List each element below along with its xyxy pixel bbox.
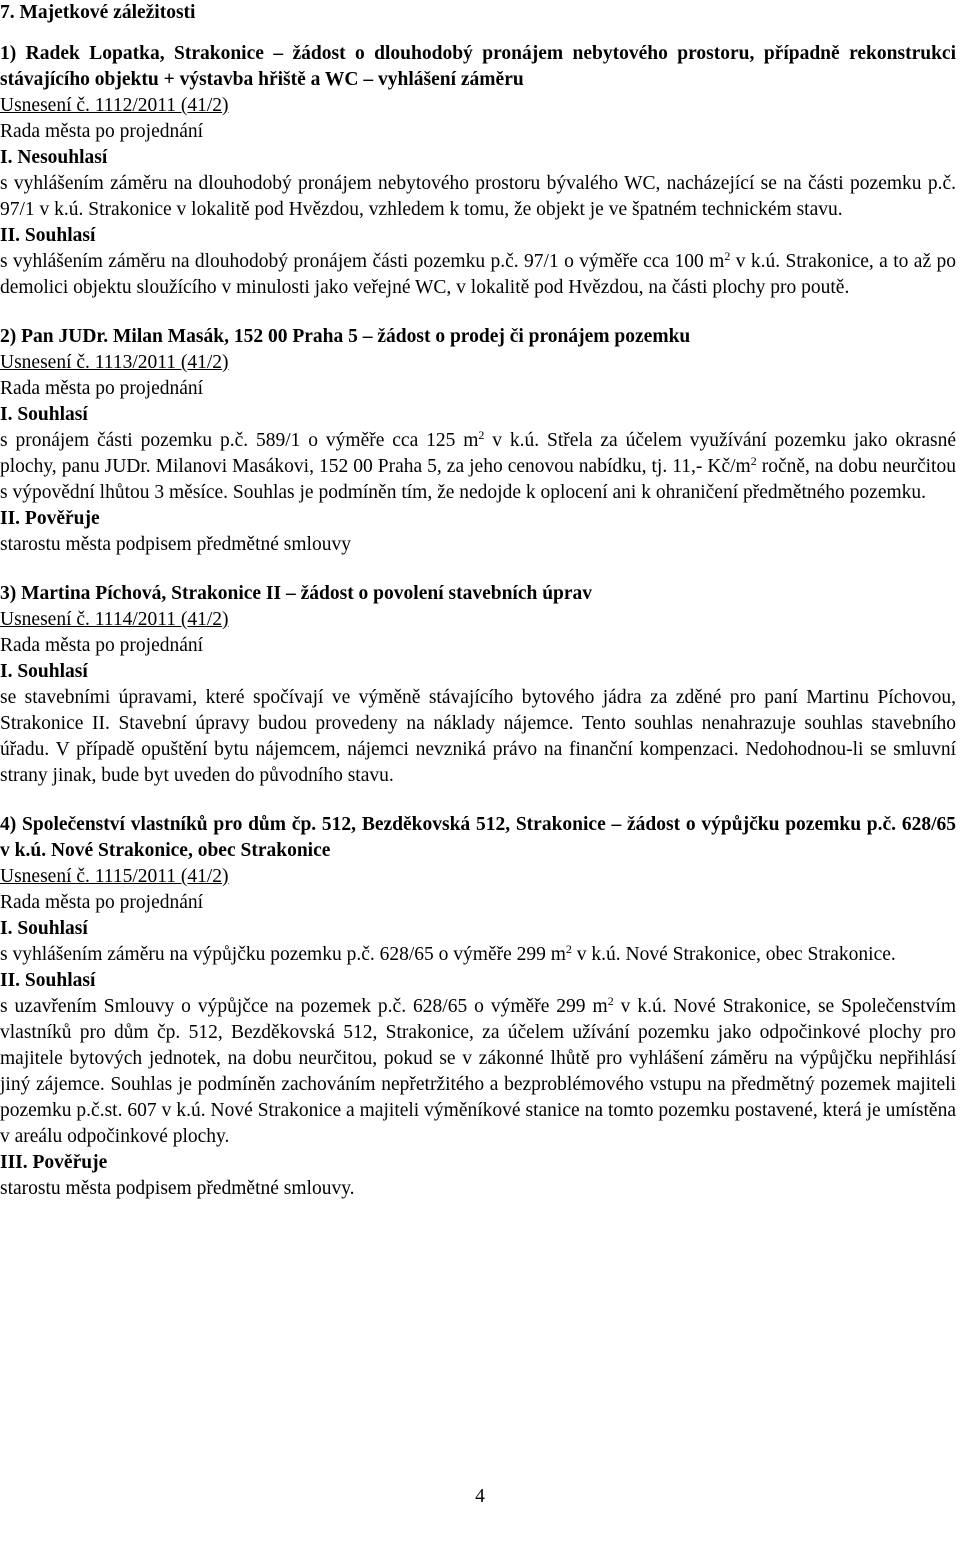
- text-segment: v k.ú. Nové Strakonice, se Společenstvím vlastníků pro dům čp. 512, Bezděkovská 512, Strakonice, za účelem užívání pozemku jako odpočinkové plochy pro majitele bytových jednotek, na dobu neurčitou, pokud se v zákonné lhůtě pro vyhlášení záměru na výpůjčku nepřihlásí jiný zájemce. Souhlas je podmíněn zachováním nepřetržitého a bezproblémového vstupu na předmětný pozemek majiteli pozemku p.č.st. 607 v k.ú. Nové Strakonice a majiteli výměníkové stanice na tomto pozemku postavené, která je umístěna v areálu odpočinkové plochy.: [0, 996, 956, 1147]
- section-title: 4) Společenství vlastníků pro dům čp. 512, Bezděkovská 512, Strakonice – žádost o výpůjčku pozemku p.č. 628/65 v k.ú. Nové Strakonice, obec Strakonice: [0, 814, 956, 861]
- resolution-number: Usnesení č. 1113/2011 (41/2): [0, 352, 229, 373]
- council-line: Rada města po projednání: [0, 635, 204, 656]
- text-segment: s vyhlášením záměru na výpůjčku pozemku p.č. 628/65 o výměře 299 m: [0, 944, 566, 965]
- verdict-text: [0, 249, 956, 301]
- verdict-text: [0, 428, 956, 506]
- verdict-label: II. Souhlasí: [0, 225, 96, 246]
- council-line: Rada města po projednání: [0, 121, 204, 142]
- verdict-label: I. Souhlasí: [0, 404, 88, 425]
- section-title: 1) Radek Lopatka, Strakonice – žádost o dlouhodobý pronájem nebytového prostoru, případně rekonstrukci stávajícího objektu + výstavba hřiště a WC – vyhlášení záměru: [0, 43, 956, 90]
- verdict-label: I. Souhlasí: [0, 918, 88, 939]
- council-line: Rada města po projednání: [0, 892, 204, 913]
- council-line: Rada města po projednání: [0, 378, 204, 399]
- verdict-label: II. Pověřuje: [0, 508, 100, 529]
- superscript: 2: [724, 249, 731, 263]
- verdict-label: I. Nesouhlasí: [0, 147, 108, 168]
- section-title: 3) Martina Píchová, Strakonice II – žádost o povolení stavebních úprav: [0, 583, 593, 604]
- superscript: 2: [565, 942, 572, 956]
- text-segment: v k.ú. Strakonice, a to až po demolici objektu sloužícího v minulosti jako veřejné WC, v lokalitě pod Hvězdou, na části plochy pro poutě.: [0, 251, 957, 298]
- spacer: [0, 558, 956, 581]
- text-segment: v k.ú. Nové Strakonice, obec Strakonice.: [571, 944, 896, 965]
- verdict-label: I. Souhlasí: [0, 661, 88, 682]
- resolution-number: Usnesení č. 1112/2011 (41/2): [0, 95, 229, 116]
- text-segment: v k.ú. Střela za účelem využívání pozemku jako okrasné plochy, panu JUDr. Milanovi Masákovi, 152 00 Praha 5, za jeho cenovou nabídku, tj. 11,- Kč/m: [0, 430, 956, 477]
- spacer: [0, 301, 956, 324]
- text-segment: s pronájem části pozemku p.č. 589/1 o výměře cca 125 m: [0, 430, 479, 451]
- resolution-number: Usnesení č. 1114/2011 (41/2): [0, 609, 229, 630]
- superscript: 2: [750, 454, 757, 468]
- section-1: [0, 41, 956, 301]
- verdict-label: II. Souhlasí: [0, 970, 96, 991]
- superscript: 2: [607, 994, 614, 1008]
- verdict-label: III. Pověřuje: [0, 1152, 108, 1173]
- verdict-text: [0, 994, 956, 1150]
- chapter-heading: 7. Majetkové záležitosti: [0, 2, 196, 23]
- text-segment: ročně, na dobu neurčitou s výpovědní lhůtou 3 měsíce. Souhlas je podmíněn tím, že nedojde k oplocení ani k ohraničení předmětného pozemku.: [0, 456, 956, 503]
- text-segment: s uzavřením Smlouvy o výpůjčce na pozemek p.č. 628/65 o výměře 299 m: [0, 996, 608, 1017]
- section-2: [0, 324, 956, 558]
- verdict-text: starostu města podpisem předmětné smlouvy: [0, 534, 351, 555]
- verdict-text: s vyhlášením záměru na dlouhodobý pronájem nebytového prostoru bývalého WC, nacházející se na části pozemku p.č. 97/1 v k.ú. Strakonice v lokalitě pod Hvězdou, vzhledem k tomu, že objekt je ve špatném technickém stavu.: [0, 173, 956, 220]
- verdict-text: starostu města podpisem předmětné smlouvy.: [0, 1178, 355, 1199]
- verdict-text: se stavebními úpravami, které spočívají ve výměně stávajícího bytového jádra za zděné pro paní Martinu Píchovou, Strakonice II. Stavební úpravy budou provedeny na náklady nájemce. Tento souhlas nenahrazuje souhlas stavebního úřadu. V případě opuštění bytu nájemcem, nájemci nevzniká právo na finanční kompenzaci. Nedohodnou-li se smluvní strany jinak, bude byt uveden do původního stavu.: [0, 687, 956, 786]
- section-title: 2) Pan JUDr. Milan Masák, 152 00 Praha 5 – žádost o prodej či pronájem pozemku: [0, 326, 691, 347]
- section-4: [0, 812, 956, 1202]
- text-segment: s vyhlášením záměru na dlouhodobý pronájem části pozemku p.č. 97/1 o výměře cca 100 m: [0, 251, 725, 272]
- section-3: [0, 581, 956, 789]
- spacer: [0, 789, 956, 812]
- page-number: 4: [475, 1486, 485, 1507]
- verdict-text: [0, 942, 956, 968]
- resolution-number: Usnesení č. 1115/2011 (41/2): [0, 866, 229, 887]
- superscript: 2: [478, 428, 485, 442]
